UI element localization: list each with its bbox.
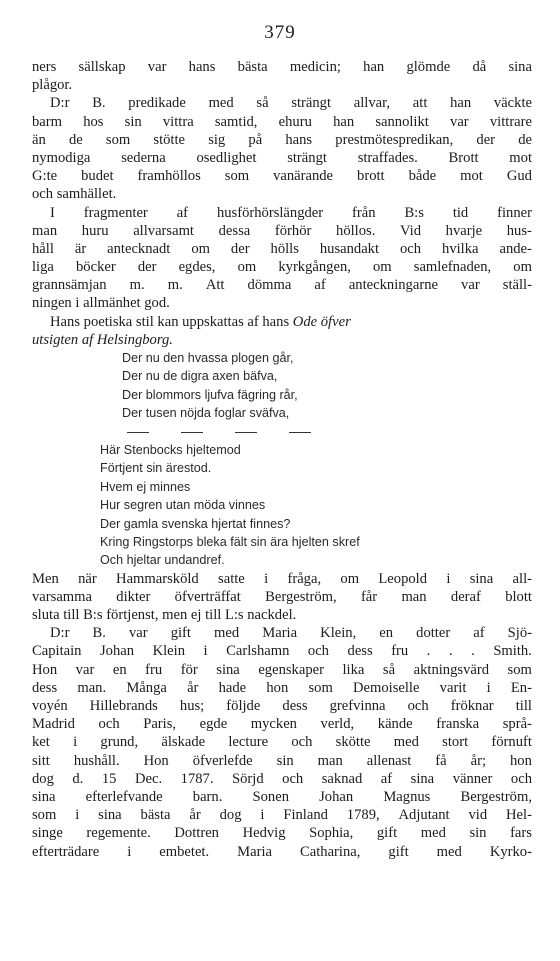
- poem-line: Hvem ej minnes: [100, 479, 191, 494]
- text-line: man huru allvarsamt dessa förhör höllos. Vid hvarje hus-: [32, 222, 532, 239]
- poem-line: Der nu den hvassa plogen går,: [122, 351, 294, 365]
- text-line: och samhället.: [32, 186, 117, 203]
- text-line: än de som stötte sig på hans prestmötespredikan, der de: [32, 131, 532, 148]
- ode-title-line: [32, 331, 532, 349]
- text-line: dess man. Många år hade hon som Demoiselle varit i En-: [32, 679, 532, 696]
- text-line: Hon var en fru för sina egenskaper lika så aktningsvärd som: [32, 661, 532, 678]
- text-line: Men när Hammarsköld satte i fråga, om Leopold i sina all-: [32, 570, 532, 587]
- text-line: efterträdare i embetet. Maria Catharina, gift med Kyrko-: [32, 843, 532, 860]
- poem-line: Hur segren utan möda vinnes: [100, 498, 266, 513]
- text-line: plågor.: [32, 77, 73, 94]
- poem-line: Der nu de digra axen bäfva,: [122, 369, 278, 384]
- text-line: singe regemente. Dottren Hedvig Sophia, gift med sin fars: [32, 825, 532, 842]
- poem-line: Der tusen nöjda foglar sväfva,: [122, 406, 290, 421]
- poem-line: Förtjent sin ärestod.: [100, 461, 212, 476]
- ode-title-part2: utsigten af Helsingborg.: [32, 331, 173, 348]
- text-line: Madrid och Paris, egde mycken verld, kände franska språ-: [32, 716, 532, 733]
- text-line: nymodiga sederna osedlighet strängt straffades. Brott mot: [32, 149, 532, 166]
- poem-line: Der blommors ljufva fägring rår,: [122, 387, 298, 402]
- text-line: ningen i allmänhet god.: [32, 295, 170, 312]
- text-line: Capitain Johan Klein i Carlshamn och dess fru . . . Smith.: [32, 643, 532, 660]
- text-line: liga böcker der egdes, om kyrkgången, om samlefnaden, om: [32, 259, 532, 276]
- paragraphs-block-a: [32, 58, 532, 313]
- poetic-style-line: [32, 313, 532, 331]
- text-line: D:r B. var gift med Maria Klein, en dotter af Sjö-: [50, 625, 532, 642]
- text-line: voyén Hillebrands hus; följde dess grefvinna och fröknar till: [32, 698, 532, 714]
- text-line: sluta till B:s förtjenst, men ej till L:s nackdel.: [32, 607, 297, 624]
- poem-stanza-2: [32, 441, 532, 570]
- text-line: D:r B. predikade med så strängt allvar, att han väckte: [50, 95, 532, 112]
- stanza-divider: [32, 423, 532, 441]
- poem-stanza-1: [32, 349, 532, 423]
- text-line: grannsämjan m. m. Att dömma af anteckningarne var ställ-: [32, 277, 532, 294]
- page-number: 379: [264, 22, 296, 43]
- text-line: som i sina bästa år dog i Finland 1789, Adjutant vid Hel-: [32, 807, 532, 824]
- text-line: ket i grund, älskade lecture och skötte med stort förnuft: [32, 734, 532, 751]
- text-line: G:te budet framhöllos som vanärande brott både mot Gud: [32, 168, 532, 185]
- text-line: håll är antecknadt om der hölls husandakt och hvilka ande-: [32, 240, 532, 257]
- poetic-intro-text: Hans poetiska stil kan uppskattas af hans: [50, 313, 290, 330]
- poem-line: Kring Ringstorps bleka fält sin ära hjelten skref: [100, 534, 360, 549]
- text-line: sina efterlefvande barn. Sonen Johan Magnus Bergeström,: [32, 788, 532, 805]
- paragraphs-block-b: [32, 570, 532, 861]
- text-line: ners sällskap var hans bästa medicin; han glömde då sina: [32, 59, 532, 75]
- text-line: I fragmenter af husförhörslängder från B:s tid finner: [50, 204, 532, 221]
- body-text: [32, 58, 532, 861]
- poem-line: Och hjeltar undandref.: [100, 553, 225, 568]
- text-line: dog d. 15 Dec. 1787. Sörjd och saknad af sina vänner och: [32, 770, 532, 787]
- ode-title-part1: Ode öfver: [292, 313, 351, 330]
- poem-line: Der gamla svenska hjertat finnes?: [100, 516, 291, 531]
- poem-line: Här Stenbocks hjeltemod: [100, 442, 241, 457]
- text-line: barm hos sin vittra samtid, ehuru han sannolikt var vittrare: [32, 113, 532, 130]
- text-line: varsamma dikter öfverträffat Bergeström, får man deraf blott: [32, 588, 532, 605]
- text-line: sitt hushåll. Hon öfverlefde sin man allenast få år; hon: [32, 752, 532, 769]
